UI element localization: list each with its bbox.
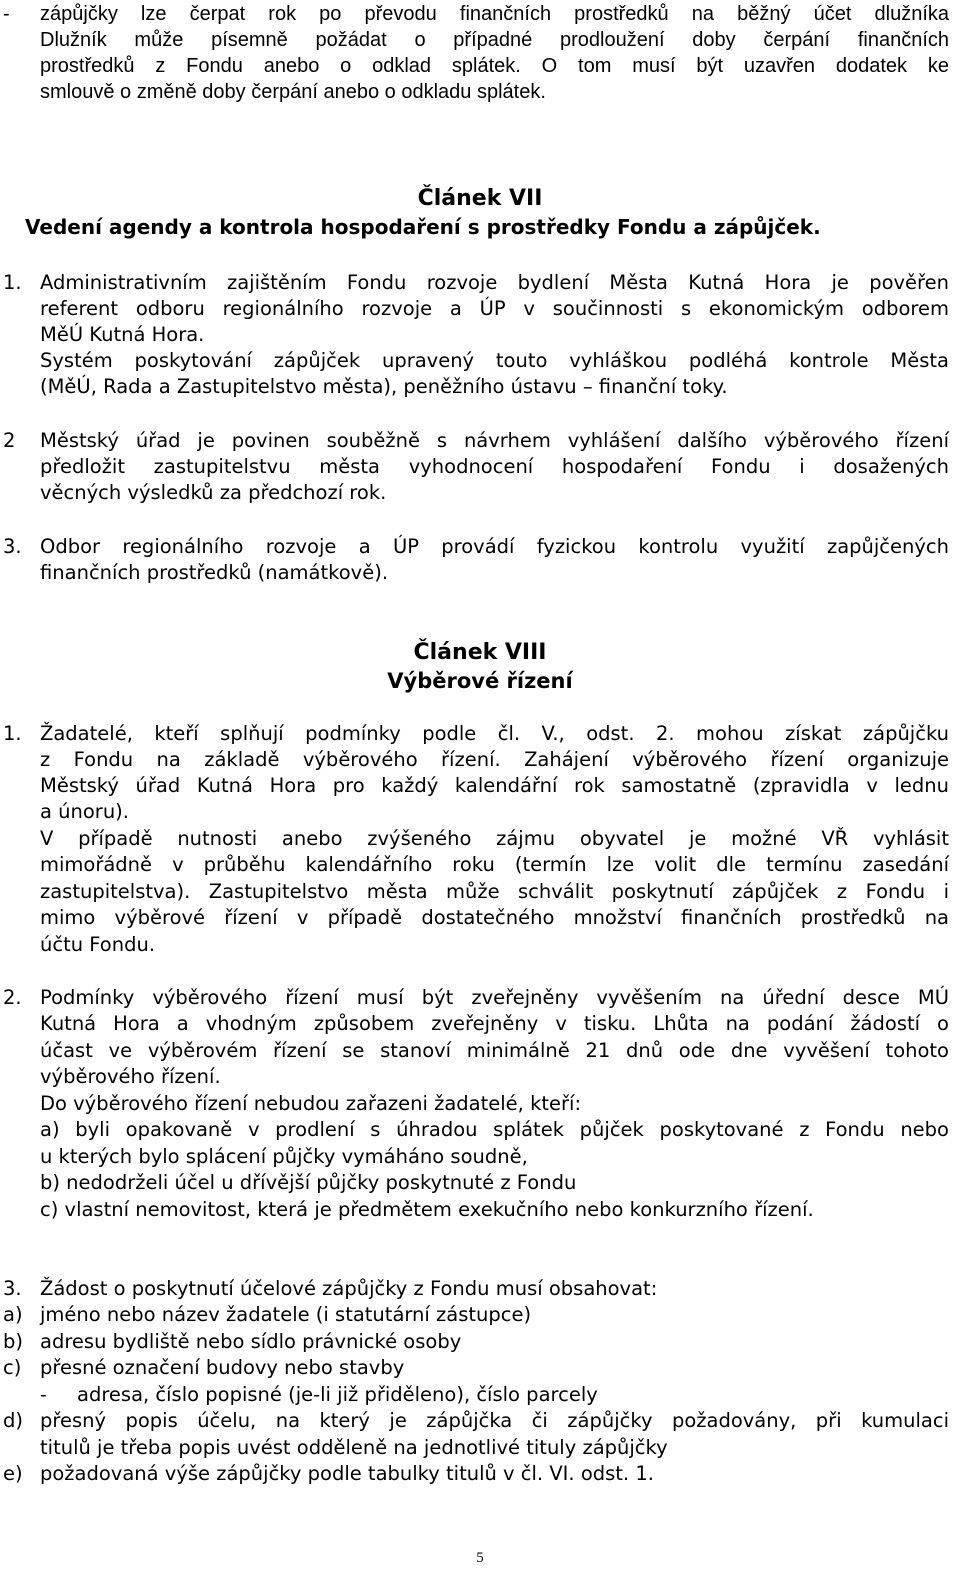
a8-p3-item-text: titulů je třeba popis uvést odděleně na jednotlivé tituly zápůjčky bbox=[40, 1436, 668, 1459]
a7-p1-line: MěÚ Kutná Hora. bbox=[40, 323, 205, 346]
a8-p2-line: u kterých bylo splácení půjčky vymáháno soudně, bbox=[40, 1145, 528, 1168]
a8-p2-line: b) nedodrželi účel u dřívější půjčky poskytnuté z Fondu bbox=[40, 1171, 577, 1194]
intro-dash: - bbox=[3, 3, 10, 25]
a7-p2-line: předložit zastupitelstvu města vyhodnocení hospodaření Fondu i dosažených bbox=[40, 455, 949, 478]
a8-p2-line: Do výběrového řízení nebudou zařazeni žadatelé, kteří: bbox=[40, 1092, 582, 1115]
a7-p1-num: 1. bbox=[3, 271, 22, 294]
a8-p2-line: účast ve výběrovém řízení se stanoví minimálně 21 dnů ode dne vyvěšení tohoto bbox=[40, 1039, 949, 1062]
a7-p1-line: referent odboru regionálního rozvoje a ÚP v součinnosti s ekonomickým odborem bbox=[40, 297, 949, 320]
a8-p2-line: Podmínky výběrového řízení musí být zveřejněny vyvěšením na úřední desce MÚ bbox=[40, 986, 949, 1009]
a8-p3-item-text: přesné označení budovy nebo stavby bbox=[40, 1356, 405, 1379]
article-8-heading: Článek VIII bbox=[413, 640, 547, 665]
a8-p1-line: mimořádně v průběhu kalendářního roku (termín lze volit dle termínu zasedání bbox=[40, 853, 949, 876]
a8-p1-line: a únoru). bbox=[40, 800, 129, 823]
a8-p3-item-label: e) bbox=[3, 1462, 23, 1485]
a8-p2-line: a) byli opakovaně v prodlení s úhradou splátek půjček poskytované z Fondu nebo bbox=[40, 1118, 949, 1141]
article-7-subheading: Vedení agendy a kontrola hospodaření s prostředky Fondu a zápůjček. bbox=[25, 215, 821, 239]
a8-p2-num: 2. bbox=[3, 986, 22, 1009]
intro-line: Dlužník může písemně požádat o případné prodloužení doby čerpání finančních bbox=[40, 29, 949, 51]
a8-p3-num: 3. bbox=[3, 1277, 22, 1300]
a8-p3-item-label: - bbox=[40, 1384, 47, 1406]
a7-p2-line: věcných výsledků za předchozí rok. bbox=[40, 481, 387, 504]
a8-p3-item-label: c) bbox=[3, 1356, 22, 1379]
a8-p1-line: z Fondu na základě výběrového řízení. Zahájení výběrového řízení organizuje bbox=[40, 748, 949, 771]
a8-p2-line: Kutná Hora a vhodným způsobem zveřejněny v tisku. Lhůta na podání žádostí o bbox=[40, 1012, 949, 1035]
a8-p1-line: V případě nutnosti anebo zvýšeného zájmu obyvatel je možné VŘ vyhlásit bbox=[40, 827, 949, 850]
a7-p3-num: 3. bbox=[3, 535, 22, 558]
a8-p3-item-label: b) bbox=[3, 1330, 23, 1353]
a8-p1-num: 1. bbox=[3, 722, 22, 745]
a7-p3-line: finančních prostředků (namátkově). bbox=[40, 561, 389, 584]
a8-p1-line: mimo výběrové řízení v případě dostatečného množství finančních prostředků na bbox=[40, 906, 949, 929]
article-7-heading: Článek VII bbox=[417, 186, 543, 211]
article-8-subheading: Výběrové řízení bbox=[387, 669, 573, 693]
intro-line: smlouvě o změně doby čerpání anebo o odkladu splátek. bbox=[40, 81, 546, 103]
intro-line: prostředků z Fondu anebo o odklad splátek. O tom musí být uzavřen dodatek ke bbox=[40, 55, 949, 77]
a7-p1-line: Systém poskytování zápůjček upravený touto vyhláškou podléhá kontrole Města bbox=[40, 349, 949, 372]
a8-p3-item-label: d) bbox=[3, 1409, 23, 1432]
a8-p1-line: účtu Fondu. bbox=[40, 933, 156, 956]
a7-p2-num: 2 bbox=[3, 429, 16, 452]
a8-p1-line: Městský úřad Kutná Hora pro každý kalendářní rok samostatně (zpravidla v lednu bbox=[40, 774, 949, 797]
a7-p1-line: Administrativním zajištěním Fondu rozvoje bydlení Města Kutná Hora je pověřen bbox=[40, 271, 949, 294]
a8-p2-line: výběrového řízení. bbox=[40, 1065, 221, 1088]
a8-p3-intro: Žádost o poskytnutí účelové zápůjčky z Fondu musí obsahovat: bbox=[40, 1277, 658, 1300]
a8-p2-line: c) vlastní nemovitost, která je předmětem exekučního nebo konkurzního řízení. bbox=[40, 1198, 814, 1221]
page-number: 5 bbox=[476, 1550, 484, 1566]
a8-p3-item-text: adresu bydliště nebo sídlo právnické osoby bbox=[40, 1330, 462, 1353]
a8-p3-item-text: přesný popis účelu, na který je zápůjčka či zápůjčky požadovány, při kumulaci bbox=[40, 1409, 949, 1432]
intro-line: zápůjčky lze čerpat rok po převodu finančních prostředků na běžný účet dlužníka bbox=[40, 3, 949, 25]
a8-p1-line: Žadatelé, kteří splňují podmínky podle čl. V., odst. 2. mohou získat zápůjčku bbox=[40, 722, 949, 745]
a7-p1-line: (MěÚ, Rada a Zastupitelstvo města), peněžního ústavu – finanční toky. bbox=[40, 375, 728, 398]
a8-p3-item-text: požadovaná výše zápůjčky podle tabulky titulů v čl. VI. odst. 1. bbox=[40, 1462, 654, 1485]
a8-p3-item-label: a) bbox=[3, 1303, 23, 1326]
a8-p3-item-text: jméno nebo název žadatele (i statutární zástupce) bbox=[40, 1303, 532, 1326]
a7-p2-line: Městský úřad je povinen souběžně s návrhem vyhlášení dalšího výběrového řízení bbox=[40, 429, 949, 452]
a7-p3-line: Odbor regionálního rozvoje a ÚP provádí fyzickou kontrolu využití zapůjčených bbox=[40, 535, 949, 558]
a8-p1-line: zastupitelstva). Zastupitelstvo města může schválit poskytnutí zápůjček z Fondu i bbox=[40, 880, 949, 903]
a8-p3-item-text: adresa, číslo popisné (je-li již přiděleno), číslo parcely bbox=[77, 1383, 598, 1406]
